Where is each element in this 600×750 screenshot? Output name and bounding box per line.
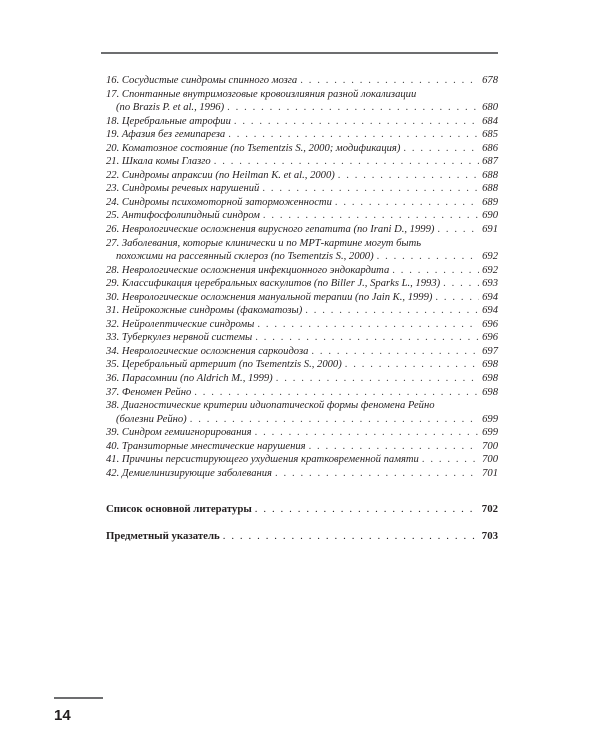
- toc-entry-page: 694: [482, 305, 498, 317]
- toc-entry[interactable]: [106, 237, 498, 264]
- toc-entry-continuation: (болезни Рейно): [116, 413, 187, 425]
- toc-entry-title: 36. Парасомнии (по Aldrich M., 1999): [106, 373, 273, 385]
- toc-entry[interactable]: [106, 142, 498, 156]
- toc-entry-page: 685: [482, 129, 498, 141]
- leader-dots: [228, 128, 479, 142]
- toc-entry-title: 26. Неврологические осложнения вирусного гепатита (по Irani D., 1999): [106, 224, 435, 236]
- leader-dots: [275, 467, 479, 481]
- leader-dots: [255, 503, 479, 515]
- leader-dots: [262, 182, 479, 196]
- leader-dots: [437, 223, 479, 237]
- toc-entry-page: 687: [482, 156, 498, 168]
- section-subject-index[interactable]: [106, 530, 498, 542]
- toc-entry[interactable]: [106, 304, 498, 318]
- toc-entry[interactable]: [106, 386, 498, 400]
- toc-entry-title: 41. Причины персистирующего ухудшения кратковременной памяти: [106, 454, 419, 466]
- toc-entry[interactable]: [106, 264, 498, 278]
- toc-entry[interactable]: [106, 399, 498, 426]
- toc-entry-page: 698: [482, 373, 498, 385]
- toc-entry[interactable]: [106, 345, 498, 359]
- leader-dots: [223, 530, 479, 542]
- toc-entry[interactable]: [106, 209, 498, 223]
- toc-entry[interactable]: [106, 426, 498, 440]
- leader-dots: [300, 74, 479, 88]
- toc-entry-page: 680: [482, 102, 498, 114]
- toc-entry[interactable]: [106, 331, 498, 345]
- toc-entry-continuation: (по Brazis P. et al., 1996): [116, 102, 225, 114]
- toc-entry-page: 688: [482, 183, 498, 195]
- toc-entry-page: 699: [482, 413, 498, 425]
- section-page: 703: [481, 530, 498, 542]
- leader-dots: [403, 142, 479, 156]
- toc-entry[interactable]: [106, 291, 498, 305]
- toc-entry-title: 23. Синдромы речевых нарушений: [106, 183, 260, 195]
- toc-entry[interactable]: [106, 440, 498, 454]
- toc-entry-title: 31. Нейрокожные синдромы (факоматозы): [106, 305, 303, 317]
- toc-entry-title: 30. Неврологические осложнения мануальной терапии (по Jain K., 1999): [106, 291, 433, 303]
- leader-dots: [227, 101, 479, 115]
- leader-dots: [190, 413, 479, 427]
- toc-entry-title: 27. Заболевания, которые клинически и по МРТ-картине могут быть: [106, 237, 422, 249]
- toc-entry-title: 40. Транзиторные мнестические нарушения: [106, 440, 306, 452]
- leader-dots: [305, 304, 479, 318]
- toc-entry-page: 688: [482, 169, 498, 181]
- toc-entry[interactable]: [106, 88, 498, 115]
- leader-dots: [309, 440, 480, 454]
- page-number: 14: [54, 707, 71, 724]
- toc-entry-continuation: похожими на рассеянный склероз (по Tsementzis S., 2000): [116, 251, 374, 263]
- toc-entry-page: 701: [482, 467, 498, 479]
- leader-dots: [345, 358, 479, 372]
- footer-rule: [54, 697, 103, 699]
- toc-entry-page: 698: [482, 359, 498, 371]
- toc-entry-page: 690: [482, 210, 498, 222]
- leader-dots: [422, 453, 479, 467]
- leader-dots: [263, 209, 479, 223]
- section-title: Предметный указатель: [106, 530, 220, 542]
- toc-entry-title: 39. Синдром гемиигнорирования: [106, 427, 252, 439]
- toc-entry[interactable]: [106, 277, 498, 291]
- toc-entry[interactable]: [106, 358, 498, 372]
- toc-entry-page: 696: [482, 318, 498, 330]
- toc-entry-page: 694: [482, 291, 498, 303]
- toc-entry[interactable]: [106, 223, 498, 237]
- toc-entry[interactable]: [106, 128, 498, 142]
- toc-entry-page: 698: [482, 386, 498, 398]
- toc-entry-title: 32. Нейролептические синдромы: [106, 318, 255, 330]
- toc-entry-page: 692: [482, 264, 498, 276]
- toc-entry[interactable]: [106, 453, 498, 467]
- section-title: Список основной литературы: [106, 503, 252, 515]
- leader-dots: [443, 277, 479, 291]
- leader-dots: [255, 331, 479, 345]
- table-of-contents: [106, 74, 498, 480]
- leader-dots: [214, 155, 479, 169]
- toc-entry-title: 37. Феномен Рейно: [106, 386, 192, 398]
- toc-entry-title: 24. Синдромы психомоторной заторможенности: [106, 196, 332, 208]
- leader-dots: [377, 250, 479, 264]
- toc-entry[interactable]: [106, 372, 498, 386]
- toc-entry-title: 42. Демиелинизирующие заболевания: [106, 467, 272, 479]
- section-references[interactable]: [106, 503, 498, 515]
- toc-entry[interactable]: [106, 196, 498, 210]
- toc-entry-page: 689: [482, 196, 498, 208]
- toc-entry-title: 18. Церебральные атрофии: [106, 115, 231, 127]
- toc-entry-title: 29. Классификация церебральных васкулитов (по Biller J., Sparks L., 1993): [106, 278, 441, 290]
- leader-dots: [276, 372, 479, 386]
- toc-entry-page: 684: [482, 115, 498, 127]
- toc-entry[interactable]: [106, 169, 498, 183]
- toc-entry-page: 696: [482, 332, 498, 344]
- toc-entry[interactable]: [106, 182, 498, 196]
- toc-entry-title: 22. Синдромы апраксии (по Heilman K. et al., 2000): [106, 169, 335, 181]
- leader-dots: [194, 386, 479, 400]
- toc-entry-title: 38. Диагностические критерии идиопатической формы феномена Рейно: [106, 400, 435, 412]
- toc-entry[interactable]: [106, 467, 498, 481]
- toc-entry[interactable]: [106, 115, 498, 129]
- toc-entry-title: 16. Сосудистые синдромы спинного мозга: [106, 75, 298, 86]
- toc-entry-page: 686: [482, 142, 498, 154]
- leader-dots: [392, 264, 479, 278]
- toc-entry-title: 21. Шкала комы Глазго: [106, 156, 211, 168]
- toc-entry[interactable]: [106, 155, 498, 169]
- toc-entry-title: 33. Туберкулез нервной системы: [106, 332, 253, 344]
- toc-entry-title: 35. Церебральный артериит (по Tsementzis S., 2000): [106, 359, 342, 371]
- leader-dots: [234, 115, 479, 129]
- section-page: 702: [481, 503, 498, 515]
- toc-entry-title: 19. Афазия без гемипареза: [106, 129, 226, 141]
- toc-entry-page: 700: [482, 454, 498, 466]
- toc-entry-title: 28. Неврологические осложнения инфекционного эндокардита: [106, 264, 390, 276]
- toc-entry-page: 692: [482, 251, 498, 263]
- leader-dots: [435, 291, 479, 305]
- toc-entry-page: 693: [482, 278, 498, 290]
- toc-entry-title: 34. Неврологические осложнения саркоидоза: [106, 345, 309, 357]
- toc-entry-page: 699: [482, 427, 498, 439]
- toc-entry-title: 17. Спонтанные внутримозговые кровоизлияния разной локализации: [106, 88, 417, 100]
- toc-entry-page: 697: [482, 345, 498, 357]
- leader-dots: [255, 426, 480, 440]
- leader-dots: [335, 196, 479, 210]
- toc-entry-title: 20. Коматозное состояние (по Tsementzis S., 2000; модификация): [106, 142, 401, 154]
- toc-entry-page: 691: [482, 224, 498, 236]
- toc-entry[interactable]: [106, 318, 498, 332]
- leader-dots: [257, 318, 479, 332]
- leader-dots: [311, 345, 479, 359]
- toc-entry-page: 700: [482, 440, 498, 452]
- top-rule: [101, 52, 498, 54]
- toc-entry-title: 25. Антифосфолипидный синдром: [106, 210, 260, 222]
- toc-entry[interactable]: [106, 74, 498, 88]
- leader-dots: [338, 169, 479, 183]
- toc-entry-page: 678: [482, 75, 498, 86]
